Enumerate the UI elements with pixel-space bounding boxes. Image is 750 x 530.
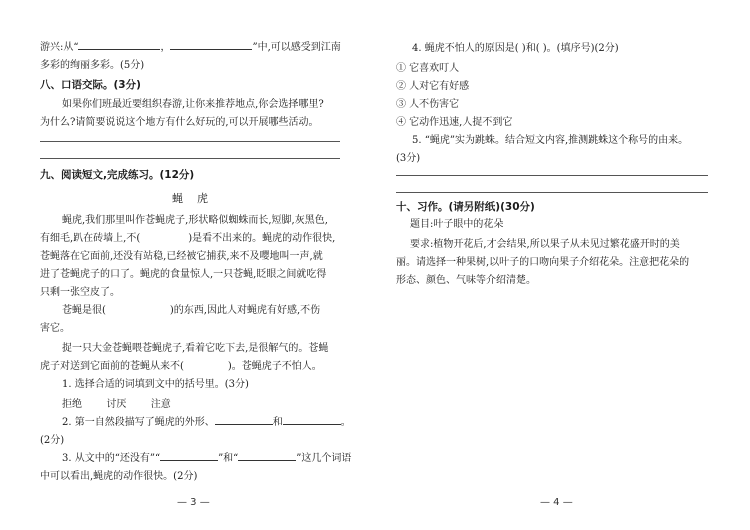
answer-line[interactable] xyxy=(40,141,340,142)
word-choice: 讨厌 xyxy=(106,399,127,410)
word-choice: 注意 xyxy=(150,399,171,410)
question-5: 5. “蝇虎”实为跳蛛。结合短文内容,推测跳蛛这个称号的由来。 xyxy=(412,135,689,146)
section-8-text-2: 为什么?请简要说说这个地方有什么好玩的,可以开展哪些活动。 xyxy=(40,117,319,128)
passage-line: 蝇虎,我们那里叫作苍蝇虎子,形状略似蜘蛛而长,短脚,灰黑色, xyxy=(62,215,328,226)
question-2-text: 。 xyxy=(340,417,351,428)
answer-blank[interactable] xyxy=(170,39,252,50)
answer-blank[interactable] xyxy=(215,414,273,425)
question-2-score: (2分) xyxy=(40,435,65,446)
question-3-text: ”这几个词语 xyxy=(296,453,352,464)
answer-line[interactable] xyxy=(40,158,340,159)
answer-blank[interactable] xyxy=(78,39,160,50)
answer-blank[interactable] xyxy=(238,450,296,461)
passage-text: )是看不出来的。蝇虎的动作很快, xyxy=(188,233,336,244)
question-3-line-2: 中可以看出,蝇虎的动作很快。(2分) xyxy=(40,471,198,482)
passage-text: 有细毛,趴在砖墙上,不( xyxy=(40,233,141,244)
passage-line: 只剩一张空皮了。 xyxy=(40,287,120,298)
section-10-title: 十、习作。(请另附纸)(30分) xyxy=(396,201,535,213)
section-8-text-1: 如果你们班最近要组织春游,让你来推荐地点,你会选择哪里? xyxy=(62,99,324,110)
word-choice: 拒绝 xyxy=(62,399,82,410)
question-2 xyxy=(62,414,351,432)
passage-line: 捉一只大金苍蝇喂苍蝇虎子,看着它吃下去,是很解气的。苍蝇 xyxy=(62,343,329,354)
section-8-title: 八、口语交际。(3分) xyxy=(40,79,141,91)
option-3: ③ 人不伤害它 xyxy=(396,99,460,110)
question-4: 4. 蝇虎不怕人的原因是( )和( )。(填序号)(2分) xyxy=(412,43,619,54)
answer-line[interactable] xyxy=(396,175,708,176)
requirement-line: 要求:植物开花后,才会结果,所以果子从未见过繁花盛开时的美 xyxy=(410,239,680,250)
requirement-line: 形态、颜色、气味等介绍清楚。 xyxy=(396,275,536,286)
option-1: ① 它喜欢叮人 xyxy=(396,63,460,74)
question-5-score: (3分) xyxy=(396,153,421,164)
question-3-text: 3. 从文中的“还没有”“ xyxy=(62,453,161,464)
answer-blank[interactable] xyxy=(160,450,218,461)
question-2-text: 和 xyxy=(272,417,283,428)
question-3 xyxy=(62,450,351,468)
intro-text-a: 游兴:从“ xyxy=(40,42,79,53)
passage-text: 苍蝇是很( xyxy=(62,305,106,316)
intro-line-2: 多彩的绚丽多彩。(5分) xyxy=(40,60,145,71)
passage-text: )的东西,因此人对蝇虎有好感,不伤 xyxy=(169,305,321,316)
page-number: — 3 — xyxy=(177,497,210,508)
question-1: 1. 选择合适的词填到文中的括号里。(3分) xyxy=(62,379,249,390)
section-9-title: 九、阅读短文,完成练习。(12分) xyxy=(40,169,195,181)
requirement-line: 丽。请选择一种果树,以叶子的口吻向果子介绍花朵。注意把花朵的 xyxy=(396,257,690,268)
passage-line xyxy=(40,358,322,376)
word-choices xyxy=(62,396,171,414)
passage-text: )。苍蝇虎子不怕人。 xyxy=(227,361,322,372)
intro-text-c: ”中,可以感受到江南 xyxy=(252,42,341,53)
passage-line: 进了苍蝇虎子的口了。蝇虎的食量惊人,一只苍蝇,眨眼之间就吃得 xyxy=(40,269,327,280)
passage-line xyxy=(62,302,320,320)
passage-title: 蝇虎 xyxy=(172,192,222,205)
passage-line: 害它。 xyxy=(40,323,70,334)
intro-text-b: ， xyxy=(160,42,171,53)
option-2: ② 人对它有好感 xyxy=(396,81,470,92)
page-number: — 4 — xyxy=(540,497,573,508)
composition-topic: 题目:叶子眼中的花朵 xyxy=(410,219,504,230)
answer-blank[interactable] xyxy=(283,414,341,425)
question-2-text: 2. 第一自然段描写了蝇虎的外形、 xyxy=(62,417,215,428)
passage-line: 苍蝇落在它面前,还没有站稳,已经被它捕获,来不及嘤地叫一声,就 xyxy=(40,251,323,262)
passage-text: 虎子对送到它面前的苍蝇从来不( xyxy=(40,361,184,372)
passage-line xyxy=(40,230,335,248)
option-4: ④ 它动作迅速,人捉不到它 xyxy=(396,117,513,128)
question-3-text: ”和“ xyxy=(218,453,239,464)
intro-line-1 xyxy=(40,39,341,57)
answer-line[interactable] xyxy=(396,192,708,193)
